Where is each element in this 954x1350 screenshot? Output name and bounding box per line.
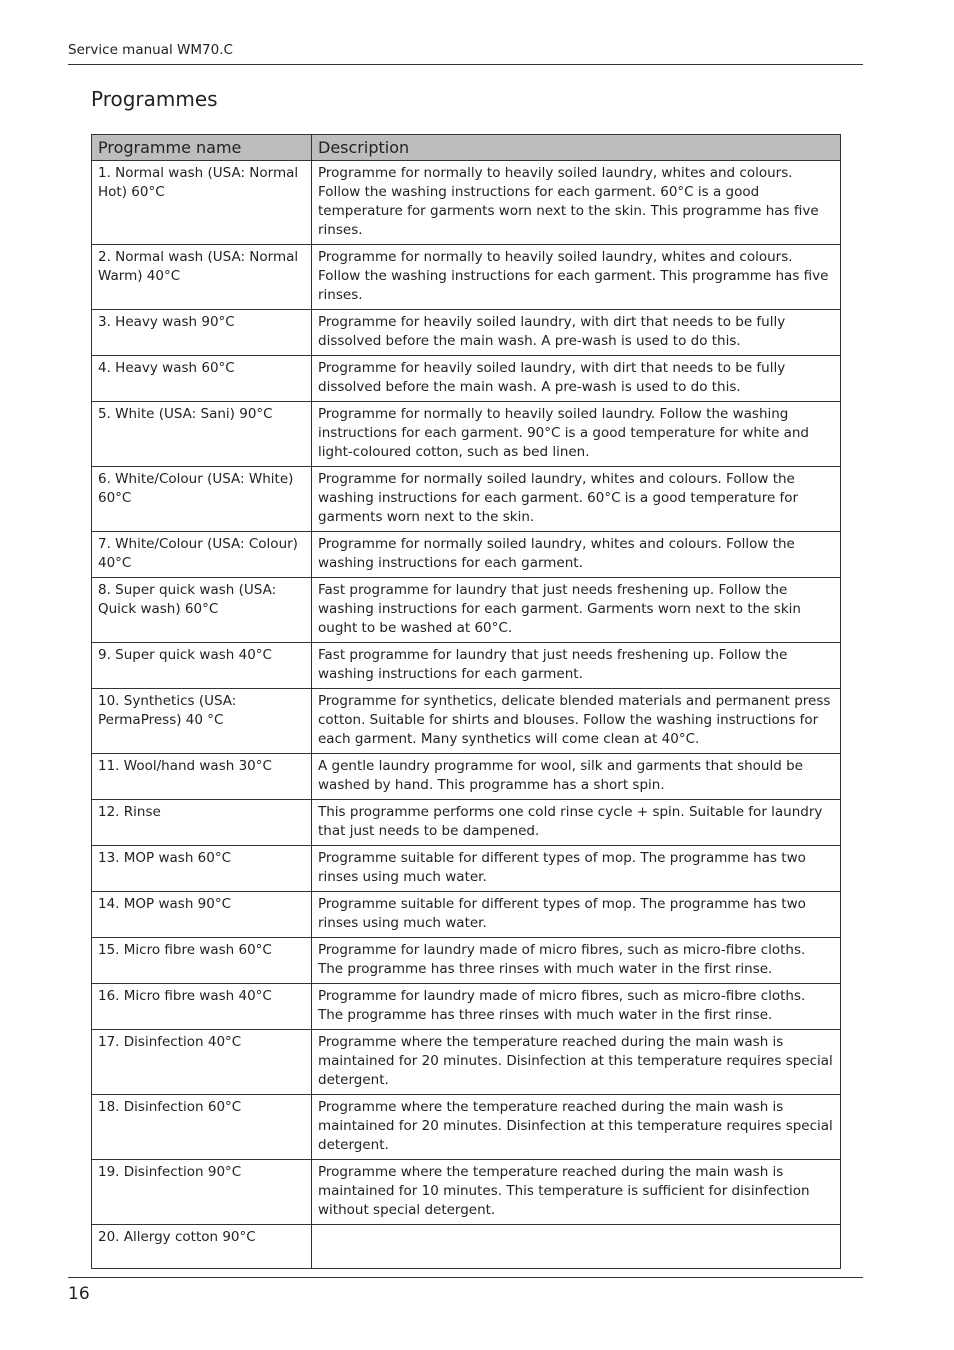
programme-name-cell: 11. Wool/hand wash 30°C bbox=[92, 754, 312, 800]
table-row bbox=[92, 892, 841, 938]
programme-name-cell: 13. MOP wash 60°C bbox=[92, 846, 312, 892]
table-body bbox=[92, 161, 841, 1269]
programme-name-cell: 12. Rinse bbox=[92, 800, 312, 846]
section-title: Programmes bbox=[91, 87, 218, 111]
programme-description-cell: Programme where the temperature reached during the main wash is maintained for 20 minutes. Disinfection at this temperature requires special detergent. bbox=[312, 1095, 841, 1160]
table-row bbox=[92, 578, 841, 643]
programme-name-cell: 6. White/Colour (USA: White) 60°C bbox=[92, 467, 312, 532]
programme-description-cell: Programme for laundry made of micro fibres, such as micro-fibre cloths. The programme has three rinses with much water in the first rinse. bbox=[312, 938, 841, 984]
programme-name-cell: 7. White/Colour (USA: Colour) 40°C bbox=[92, 532, 312, 578]
programme-description-cell: Programme for normally soiled laundry, whites and colours. Follow the washing instructions for each garment. 60°C is a good temperature for garments worn next to the skin. bbox=[312, 467, 841, 532]
programme-name-cell: 19. Disinfection 90°C bbox=[92, 1160, 312, 1225]
table-row bbox=[92, 1225, 841, 1269]
programme-description-cell: Programme for normally to heavily soiled laundry. Follow the washing instructions for each garment. 90°C is a good temperature for white and light-coloured cotton, such as bed linen. bbox=[312, 402, 841, 467]
table-row bbox=[92, 800, 841, 846]
table-row bbox=[92, 689, 841, 754]
table-row bbox=[92, 1160, 841, 1225]
table-row bbox=[92, 245, 841, 310]
programme-description-cell: This programme performs one cold rinse cycle + spin. Suitable for laundry that just needs to be dampened. bbox=[312, 800, 841, 846]
programme-description-cell: Programme for normally to heavily soiled laundry, whites and colours. Follow the washing instructions for each garment. This programme has five rinses. bbox=[312, 245, 841, 310]
programme-description-cell: Programme suitable for different types of mop. The programme has two rinses using much water. bbox=[312, 846, 841, 892]
programme-name-cell: 1. Normal wash (USA: Normal Hot) 60°C bbox=[92, 161, 312, 245]
table-row bbox=[92, 532, 841, 578]
table-row bbox=[92, 984, 841, 1030]
programme-name-cell: 14. MOP wash 90°C bbox=[92, 892, 312, 938]
table-header-row bbox=[92, 135, 841, 161]
programme-description-cell: Programme for normally to heavily soiled laundry, whites and colours. Follow the washing instructions for each garment. 60°C is a good temperature for garments worn next to the skin. This programme has five rinses. bbox=[312, 161, 841, 245]
programme-name-cell: 17. Disinfection 40°C bbox=[92, 1030, 312, 1095]
programme-description-cell: Programme suitable for different types of mop. The programme has two rinses using much water. bbox=[312, 892, 841, 938]
programme-description-cell: Programme for heavily soiled laundry, with dirt that needs to be fully dissolved before the main wash. A pre-wash is used to do this. bbox=[312, 356, 841, 402]
programme-description-cell: Programme where the temperature reached during the main wash is maintained for 10 minutes. This temperature is sufficient for disinfection without special detergent. bbox=[312, 1160, 841, 1225]
programme-description-cell: Programme for heavily soiled laundry, with dirt that needs to be fully dissolved before the main wash. A pre-wash is used to do this. bbox=[312, 310, 841, 356]
programme-description-cell: Programme for normally soiled laundry, whites and colours. Follow the washing instructions for each garment. bbox=[312, 532, 841, 578]
programme-name-cell: 10. Synthetics (USA: PermaPress) 40 °C bbox=[92, 689, 312, 754]
programmes-table bbox=[91, 134, 841, 1269]
programme-description-cell: Fast programme for laundry that just needs freshening up. Follow the washing instructions for each garment. Garments worn next to the skin ought to be washed at 60°C. bbox=[312, 578, 841, 643]
table-row bbox=[92, 1030, 841, 1095]
table-row bbox=[92, 356, 841, 402]
programme-name-cell: 4. Heavy wash 60°C bbox=[92, 356, 312, 402]
programme-description-cell bbox=[312, 1225, 841, 1269]
column-header-description: Description bbox=[312, 135, 841, 161]
programme-description-cell: Fast programme for laundry that just needs freshening up. Follow the washing instructions for each garment. bbox=[312, 643, 841, 689]
table-row bbox=[92, 402, 841, 467]
programme-name-cell: 16. Micro fibre wash 40°C bbox=[92, 984, 312, 1030]
footer-rule bbox=[68, 1277, 863, 1278]
table-row bbox=[92, 938, 841, 984]
running-header: Service manual WM70.C bbox=[68, 42, 233, 58]
programme-name-cell: 2. Normal wash (USA: Normal Warm) 40°C bbox=[92, 245, 312, 310]
programme-description-cell: A gentle laundry programme for wool, silk and garments that should be washed by hand. This programme has a short spin. bbox=[312, 754, 841, 800]
table-row bbox=[92, 467, 841, 532]
table-row bbox=[92, 1095, 841, 1160]
programme-description-cell: Programme for laundry made of micro fibres, such as micro-fibre cloths. The programme has three rinses with much water in the first rinse. bbox=[312, 984, 841, 1030]
programme-name-cell: 8. Super quick wash (USA: Quick wash) 60°C bbox=[92, 578, 312, 643]
table-row bbox=[92, 754, 841, 800]
programme-description-cell: Programme where the temperature reached during the main wash is maintained for 20 minutes. Disinfection at this temperature requires special detergent. bbox=[312, 1030, 841, 1095]
programme-name-cell: 9. Super quick wash 40°C bbox=[92, 643, 312, 689]
column-header-programme-name: Programme name bbox=[92, 135, 312, 161]
programme-name-cell: 3. Heavy wash 90°C bbox=[92, 310, 312, 356]
table-row bbox=[92, 846, 841, 892]
programme-description-cell: Programme for synthetics, delicate blended materials and permanent press cotton. Suitable for shirts and blouses. Follow the washing instructions for each garment. Many synthetics will come clean at 40°C. bbox=[312, 689, 841, 754]
page-number: 16 bbox=[68, 1284, 90, 1304]
table-row bbox=[92, 161, 841, 245]
programme-name-cell: 20. Allergy cotton 90°C bbox=[92, 1225, 312, 1269]
programme-name-cell: 15. Micro fibre wash 60°C bbox=[92, 938, 312, 984]
table-row bbox=[92, 310, 841, 356]
programme-name-cell: 5. White (USA: Sani) 90°C bbox=[92, 402, 312, 467]
header-rule bbox=[68, 64, 863, 65]
programme-name-cell: 18. Disinfection 60°C bbox=[92, 1095, 312, 1160]
table-row bbox=[92, 643, 841, 689]
